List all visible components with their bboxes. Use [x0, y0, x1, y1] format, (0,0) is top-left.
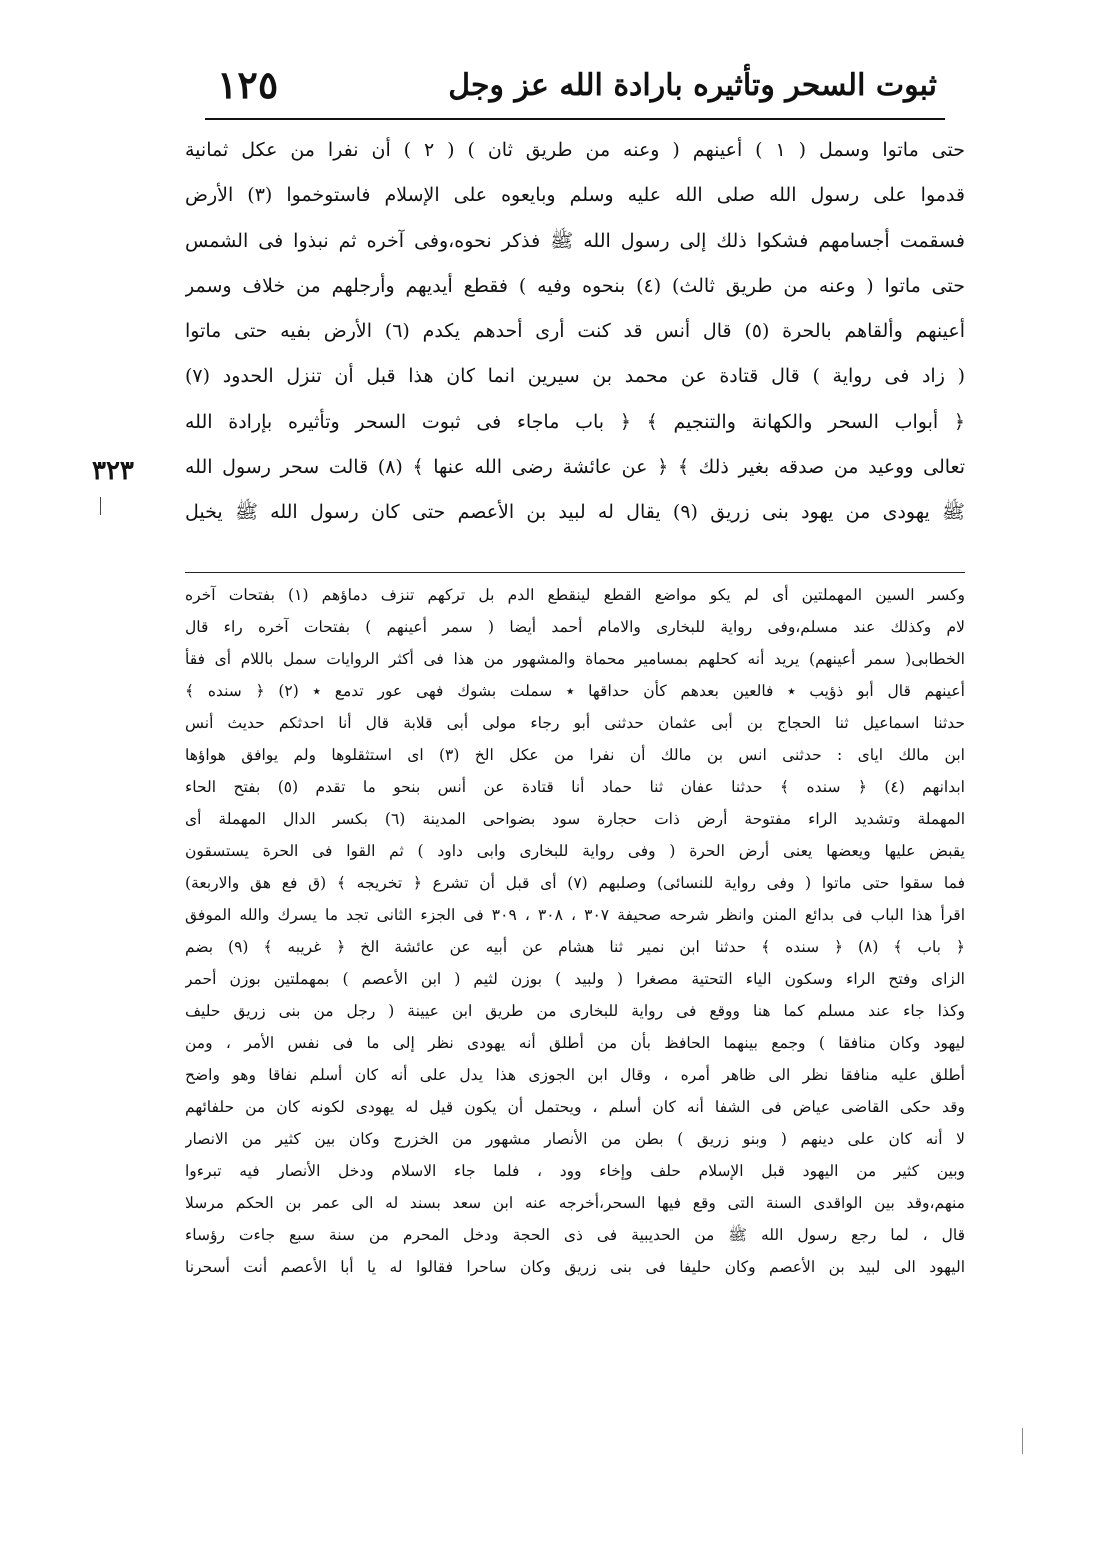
- footnote-line: يقبض عليها ويعضها يعنى أرض الحرة ( وفى رواية للبخارى وابى داود ) ثم القوا فى الحرة يستسقون: [185, 842, 965, 860]
- footnote-line: اقرأ هذا الباب فى بدائع المنن وانظر شرحه صحيفة ٣٠٧ ، ٣٠٨ ، ٣٠٩ فى الجزء الثانى تجد ما يسرك والله الموفق: [185, 906, 965, 924]
- footnote-line: ابدانهم (٤) ﴿ سنده ﴾ حدثنا عفان ثنا حماد أنا قتادة عن أنس بنحو ما تقدم (٥) بفتح الحاء: [185, 778, 965, 796]
- footnote-line: أطلق عليه منافقا نظر الى ظاهر أمره ، وقال ابن الجوزى هذا يدل على أنه كان أسلم نفاقا وهو واضح: [185, 1066, 965, 1084]
- margin-mark: [100, 497, 101, 515]
- footnote-line: حدثنا اسماعيل ثنا الحجاج بن أبى عثمان حدثنى أبو رجاء مولى أبى قلابة قال أنا احدثكم حديث أنس: [185, 714, 965, 732]
- footnote-line: قال ، لما رجع رسول الله ﷺ من الحديبية فى ذى الحجة ودخل المحرم من سنة سبع جاءت رؤساء: [185, 1226, 965, 1244]
- footnote-line: الخطابى( سمر أعينهم) يريد أنه كحلهم بمسامير محماة والمشهور من هذا فى أكثر الروايات سمل باللام أى فقأ: [185, 650, 965, 668]
- main-text-line: ( زاد فى رواية ) قال قتادة عن محمد بن سيرين انما كان هذا قبل أن تنزل الحدود (٧): [185, 365, 965, 388]
- footnote-line: ﴿ باب ﴾ (٨) ﴿ سنده ﴾ حدثنا ابن نمير ثنا هشام عن أبيه عن عائشة الخ ﴿ غريبه ﴾ (٩) بضم: [185, 938, 965, 956]
- footnotes: [185, 579, 965, 1283]
- running-title: ثبوت السحر وتأثيره بارادة الله عز وجل: [448, 68, 937, 103]
- chapter-heading-line: ﴿ أبواب السحر والكهانة والتنجيم ﴾ ﴿ باب ماجاء فى ثبوت السحر وتأثيره بإرادة الله: [185, 410, 965, 433]
- footnote-line: أعينهم قال أبو ذؤيب ٭ فالعين بعدهم كأن حداقها ٭ سملت بشوك فهى عور تدمع ٭ (٢) ﴿ سنده ﴾: [185, 682, 965, 700]
- footnote-line: وكسر السين المهملتين أى لم يكو مواضع القطع لينقطع الدم بل تركهم تنزف دماؤهم (١) بفتحات آخره: [185, 586, 965, 604]
- page-number: ١٢٥: [217, 62, 279, 107]
- footnote-line: منهم،وقد بين الواقدى السنة التى وقع فيها السحر،أخرجه عنه ابن سعد بسند له الى عمر بن الحكم مرسلا: [185, 1194, 965, 1212]
- main-text: [185, 128, 965, 536]
- footnote-line: الزاى وفتح الراء وسكون الياء التحتية مصغرا ( ولبيد ) بوزن لثيم ( ابن الأعصم ) بمهملتين بوزن أحمر: [185, 970, 965, 988]
- footnote-line: وقد حكى القاضى عياض فى الشفا أنه كان أسلم ، ويحتمل أن يكون قيل له يهودى لكونه كان من حلفائهم: [185, 1098, 965, 1116]
- footnote-line: وكذا جاء عند مسلم كما هنا ووقع فى رواية للبخارى من طريق ابن عيينة ( رجل من بنى زريق حليف: [185, 1002, 965, 1020]
- footnote-line: لا أنه كان على دينهم ( وبنو زريق ) بطن من الأنصار مشهور من الخزرج وكان بين كثير من الانصار: [185, 1130, 965, 1148]
- main-text-line: حتى ماتوا ( وعنه من طريق ثالث) (٤) بنحوه وفيه ) فقطع أيديهم وأرجلهم من خلاف وسمر: [185, 274, 965, 297]
- page-header: [205, 62, 945, 120]
- footnote-divider: [185, 572, 965, 573]
- footnote-line: وبين كثير من اليهود قبل الإسلام حلف وإخاء وود ، فلما جاء الاسلام ودخل الأنصار فيه تبرءوا: [185, 1162, 965, 1180]
- main-text-line: ﷺ يهودى من يهود بنى زريق (٩) يقال له لبيد بن الأعصم حتى كان رسول الله ﷺ يخيل: [185, 501, 965, 524]
- footnote-line: ليهود وكان منافقا ) وجمع بينهما الحافظ بأن من أطلق أنه يهودى نظر إلى ما فى نفس الأمر ، ومن: [185, 1034, 965, 1052]
- main-text-line: قدموا على رسول الله صلى الله عليه وسلم وبايعوه على الإسلام فاستوخموا (٣) الأرض: [185, 184, 965, 207]
- main-text-line: حتى ماتوا وسمل ( ١ ) أعينهم ( وعنه من طريق ثان ) ( ٢ ) أن نفرا من عكل ثمانية: [185, 139, 965, 161]
- footnote-line: فما سقوا حتى ماتوا ( وفى رواية للنسائى) وصلبهم (٧) أى قبل أن تشرع ﴿ تخريجه ﴾ (ق فع هق والاربعة): [185, 874, 965, 892]
- footnote-line: ابن مالك اياى : حدثنى انس بن مالك أن نفرا من عكل الخ (٣) اى استثقلوها ولم يوافق هواؤها: [185, 746, 965, 764]
- margin-mark: [1022, 1428, 1023, 1454]
- main-text-line: أعينهم وألقاهم بالحرة (٥) قال أنس قد كنت أرى أحدهم يكدم (٦) الأرض بفيه حتى ماتوا: [185, 320, 965, 343]
- footnote-line: لام وكذلك عند مسلم،وفى رواية للبخارى والامام أحمد أيضا ( سمر أعينهم ) بفتحات آخره راء قال: [185, 618, 965, 636]
- main-text-line: تعالى ووعيد من صدقه بغير ذلك ﴾ ﴿ عن عائشة رضى الله عنها ﴾ (٨) قالت سحر رسول الله: [185, 456, 965, 479]
- footnote-line: المهملة وتشديد الراء مفتوحة أرض ذات حجارة سود بضواحى المدينة (٦) بكسر الدال المهملة أى: [185, 810, 965, 828]
- margin-reference-number: ٣٢٣: [92, 456, 134, 486]
- footnote-line: اليهود الى لبيد بن الأعصم وكان حليفا فى بنى زريق وكان ساحرا فقالوا له يا أبا الأعصم أنت أسحرنا: [185, 1258, 965, 1276]
- main-text-line: فسقمت أجسامهم فشكوا ذلك إلى رسول الله ﷺ فذكر نحوه،وفى آخره ثم نبذوا فى الشمس: [185, 229, 965, 252]
